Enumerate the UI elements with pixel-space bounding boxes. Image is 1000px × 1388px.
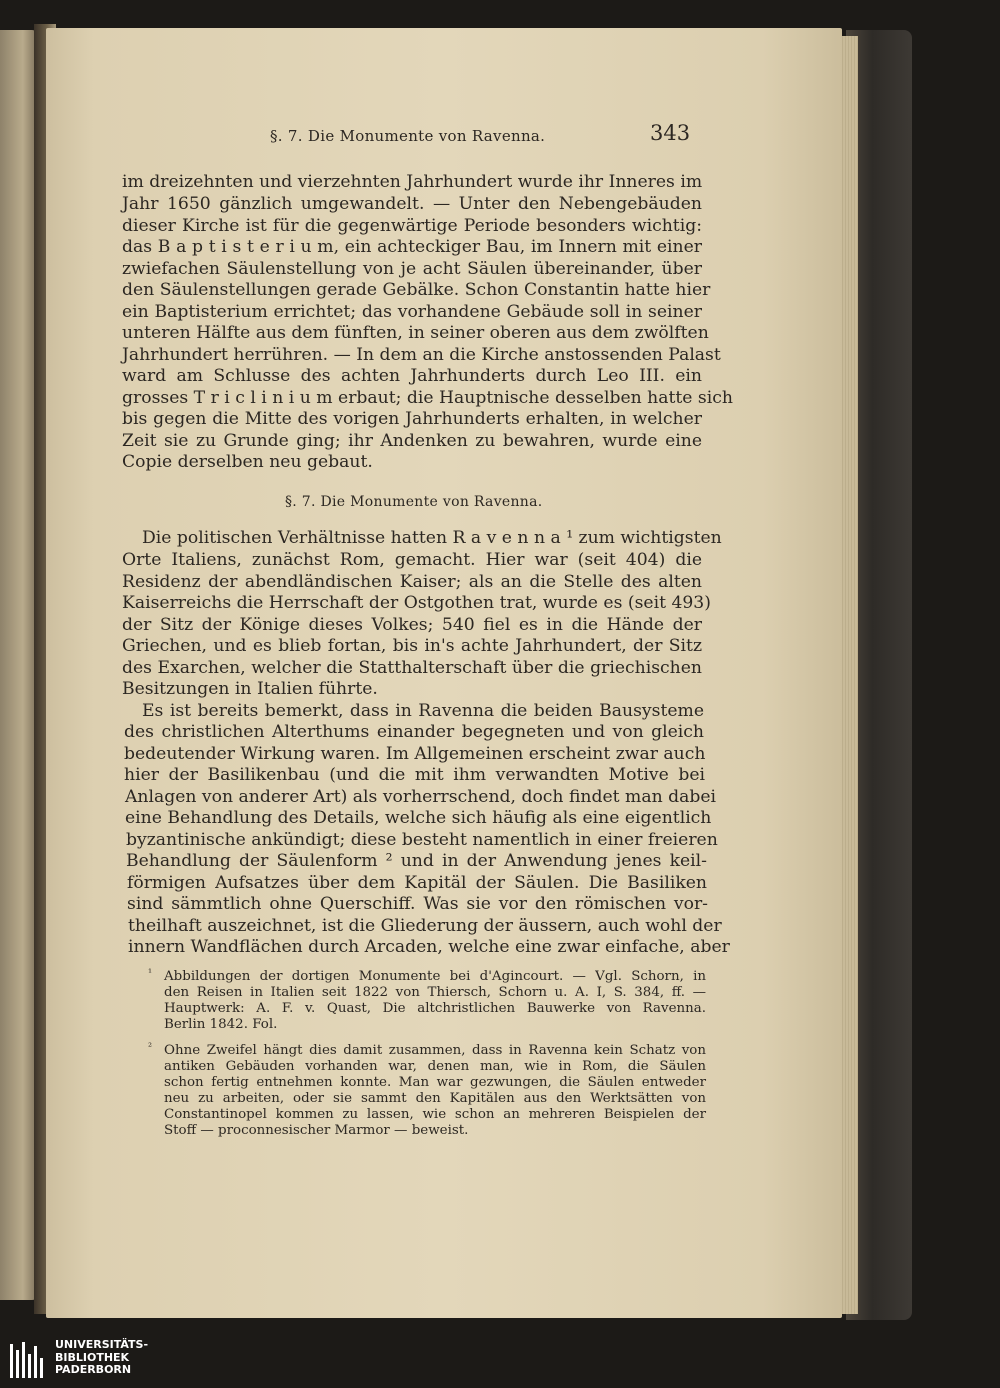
text-line: eine Behandlung des Details, welche sich häufig als eine eigentlich (125, 808, 712, 828)
library-name-line: BIBLIOTHEK (55, 1350, 130, 1364)
page-number: 343 (650, 121, 691, 145)
footnote-line: Abbildungen der dortigen Monumente bei d'Agincourt. — Vgl. Schorn, in (164, 969, 706, 984)
footnote-2 (148, 1043, 706, 1139)
text-line: Es ist bereits bemerkt, dass in Ravenna die beiden Bausysteme (142, 700, 704, 721)
text-line: dieser Kirche ist für die gegenwärtige Periode besonders wichtig: (122, 215, 702, 236)
text-line: des Exarchen, welcher die Statthalterschaft über die griechischen (122, 657, 702, 678)
text-line: grosses T r i c l i n i u m erbaut; die Hauptnische desselben hatte sich (122, 387, 733, 408)
running-head: §. 7. Die Monumente von Ravenna. (270, 127, 546, 145)
library-name (55, 1339, 148, 1377)
text-line: zwiefachen Säulenstellung von je acht Säulen übereinander, über (122, 258, 702, 279)
library-name-line: PADERBORN (55, 1363, 132, 1376)
section-heading: §. 7. Die Monumente von Ravenna. (285, 494, 543, 510)
text-line: Zeit sie zu Grunde ging; ihr Andenken zu bewahren, wurde eine (122, 430, 702, 451)
footnote-line: Stoff — proconnesischer Marmor — beweist. (164, 1123, 469, 1138)
text-line: förmigen Aufsatzes über dem Kapitäl der Säulen. Die Basiliken (127, 872, 707, 893)
text-line: Jahrhundert herrühren. — In dem an die Kirche anstossenden Palast (122, 344, 721, 365)
text-line: Anlagen von anderer Art) als vorherrschend, doch findet man dabei (125, 786, 717, 807)
text-line: sind sämmtlich ohne Querschiff. Was sie vor den römischen vor- (127, 894, 708, 914)
text-line: theilhaft auszeichnet, ist die Gliederung der äussern, auch wohl der (128, 915, 722, 936)
footnote-line: neu zu arbeiten, oder sie sammt den Kapitälen aus den Werktsätten von (164, 1091, 706, 1106)
footnote-marker: ¹ (148, 968, 153, 979)
text-line: byzantinische ankündigt; diese besteht namentlich in einer freieren (126, 829, 718, 850)
text-line: Griechen, und es blieb fortan, bis in's achte Jahrhundert, der Sitz (122, 636, 702, 656)
text-line: Residenz der abendländischen Kaiser; als an die Stelle des alten (122, 571, 702, 592)
library-name-line: UNIVERSITÄTS- (55, 1338, 149, 1351)
text-line: Besitzungen in Italien führte. (122, 679, 378, 699)
text-line: Copie derselben neu gebaut. (122, 452, 373, 472)
text-line: ward am Schlusse des achten Jahrhunderts durch Leo III. ein (122, 366, 702, 386)
text-line: bedeutender Wirkung waren. Im Allgemeinen erscheint zwar auch (124, 743, 706, 764)
footnote-line: den Reisen in Italien seit 1822 von Thiersch, Schorn u. A. I, S. 384, ff. — (164, 985, 706, 1000)
text-line: das B a p t i s t e r i u m, ein achteckiger Bau, im Innern mit einer (122, 237, 702, 257)
footnote-line: antiken Gebäuden vorhanden war, denen man, wie in Rom, die Säulen (164, 1059, 706, 1074)
text-line: den Säulenstellungen gerade Gebälke. Schon Constantin hatte hier (122, 280, 711, 300)
text-line: der Sitz der Könige dieses Volkes; 540 fiel es in die Hände der (122, 614, 702, 635)
text-line: im dreizehnten und vierzehnten Jahrhundert wurde ihr Inneres im (122, 172, 703, 192)
library-logo-icon (8, 1340, 50, 1380)
footnote-line: Ohne Zweifel hängt dies damit zusammen, dass in Ravenna kein Schatz von (164, 1043, 706, 1058)
text-line: des christlichen Alterthums einander begegneten und von gleich (124, 722, 704, 742)
text-line: Behandlung der Säulenform ² und in der Anwendung jenes keil- (126, 851, 707, 871)
text-line: bis gegen die Mitte des vorigen Jahrhunderts erhalten, in welcher (122, 409, 702, 429)
text-line: Kaiserreichs die Herrschaft der Ostgothen trat, wurde es (seit 493) (122, 593, 711, 613)
text-line: unteren Hälfte aus dem fünften, in seiner oberen aus dem zwölften (122, 323, 709, 343)
footnote-line: Berlin 1842. Fol. (164, 1017, 278, 1032)
text-line: innern Wandflächen durch Arcaden, welche eine zwar einfache, aber (128, 937, 730, 957)
footnote-line: Constantinopel kommen zu lassen, wie schon an mehreren Beispielen der (164, 1107, 706, 1122)
footnote-line: schon fertig entnehmen konnte. Man war gezwungen, die Säulen entweder (164, 1075, 706, 1090)
text-line: ein Baptisterium errichtet; das vorhandene Gebäude soll in seiner (122, 301, 702, 322)
footnote-marker: ² (148, 1042, 153, 1053)
footnote-1 (148, 969, 706, 1033)
text-line: Jahr 1650 gänzlich umgewandelt. — Unter den Nebengebäuden (122, 194, 702, 214)
text-line: hier der Basilikenbau (und die mit ihm verwandten Motive bei (124, 765, 705, 785)
text-line: Die politischen Verhältnisse hatten R a v e n n a ¹ zum wichtigsten (142, 528, 722, 548)
text-line: Orte Italiens, zunächst Rom, gemacht. Hier war (seit 404) die (122, 550, 702, 570)
footnote-line: Hauptwerk: A. F. v. Quast, Die altchristlichen Bauwerke von Ravenna. (164, 1001, 706, 1016)
